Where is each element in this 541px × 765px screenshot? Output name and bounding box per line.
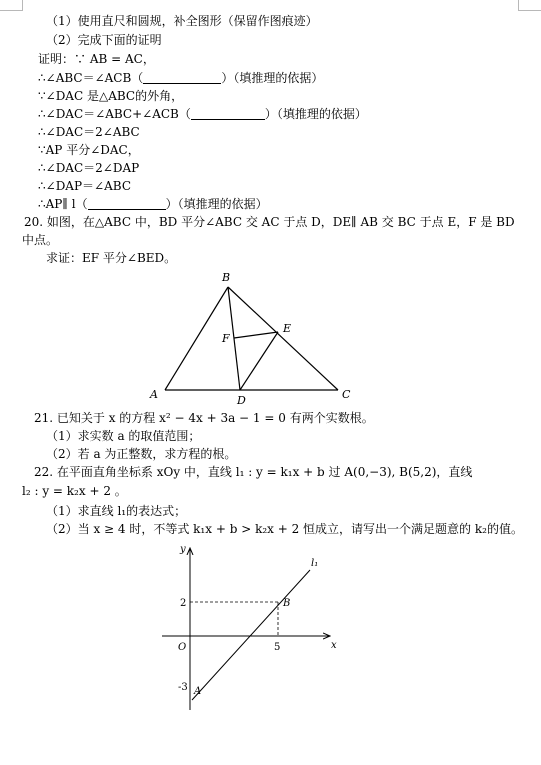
q22-statement-line1: 22. 在平面直角坐标系 xOy 中，直线 l₁ : y = k₁x + b 过 A(0,−3), B(5,2)，直线: [34, 465, 473, 479]
tick-y-neg3: -3: [178, 682, 188, 693]
q21-part1: （1）求实数 a 的取值范围；: [46, 429, 201, 443]
q19-line8-text-a: ∴AP∥ l（: [38, 197, 88, 211]
x-axis-label: x: [331, 640, 337, 651]
q19-line8-text-b: ）（填推理的依据）: [165, 197, 268, 211]
tick-y-2: 2: [180, 598, 187, 609]
q19-line3-text-b: ）（填推理的依据）: [264, 107, 367, 121]
q22-part1: （1）求直线 l₁的表达式；: [46, 504, 187, 518]
line-l1: [192, 570, 310, 700]
point-a-label: A: [194, 686, 202, 697]
l1-label: l₁: [311, 558, 319, 569]
q19-proof-line6: ∴∠DAC＝2∠DAP: [38, 161, 140, 175]
q19-line3-text-a: ∴∠DAC＝∠ABC+∠ACB（: [38, 107, 191, 121]
y-axis-label: y: [180, 544, 186, 555]
label-f: F: [222, 332, 230, 345]
origin-label: O: [178, 642, 187, 653]
point-b-label: B: [283, 598, 291, 609]
q21-statement: 21. 已知关于 x 的方程 x² − 4x + 3a − 1 = 0 有两个实数根。: [34, 411, 374, 425]
q19-proof-start: 证明：∵ AB = AC，: [38, 52, 155, 66]
q19-proof-line4: ∴∠DAC＝2∠ABC: [38, 125, 140, 139]
q19-proof-line2: ∵∠DAC 是△ABC的外角，: [38, 89, 184, 103]
tick-x-5: 5: [274, 642, 281, 653]
q22-statement-line2: l₂ : y = k₂x + 2 。: [22, 484, 127, 498]
label-c: C: [342, 388, 351, 401]
q19-part1: （1）使用直尺和圆规，补全图形（保留作图痕迹）: [46, 14, 318, 28]
q20-statement-line2: 中点。: [22, 233, 59, 247]
q19-proof-line5: ∵AP 平分∠DAC，: [38, 143, 140, 157]
q19-line1-text-a: ∴∠ABC＝∠ACB（: [38, 71, 144, 85]
q20-prove: 求证：EF 平分∠BED。: [46, 251, 177, 265]
label-e: E: [283, 322, 292, 335]
q20-statement-line1: 20. 如图，在△ABC 中，BD 平分∠ABC 交 AC 于点 D，DE∥ AB 交 BC 于点 E，F 是 BD: [24, 215, 515, 229]
label-d: D: [237, 394, 246, 407]
q19-proof-line7: ∴∠DAP＝∠ABC: [38, 179, 131, 193]
q19-line1-text-b: ）（填推理的依据）: [221, 71, 324, 85]
label-b: B: [222, 271, 231, 284]
label-a: A: [150, 388, 158, 401]
q21-part2: （2）若 a 为正整数，求方程的根。: [46, 447, 237, 461]
q22-part2: （2）当 x ≥ 4 时，不等式 k₁x + b > k₂x + 2 恒成立，请写出一个满足题意的 k₂的值。: [46, 522, 523, 536]
q19-part2: （2）完成下面的证明: [46, 33, 162, 47]
